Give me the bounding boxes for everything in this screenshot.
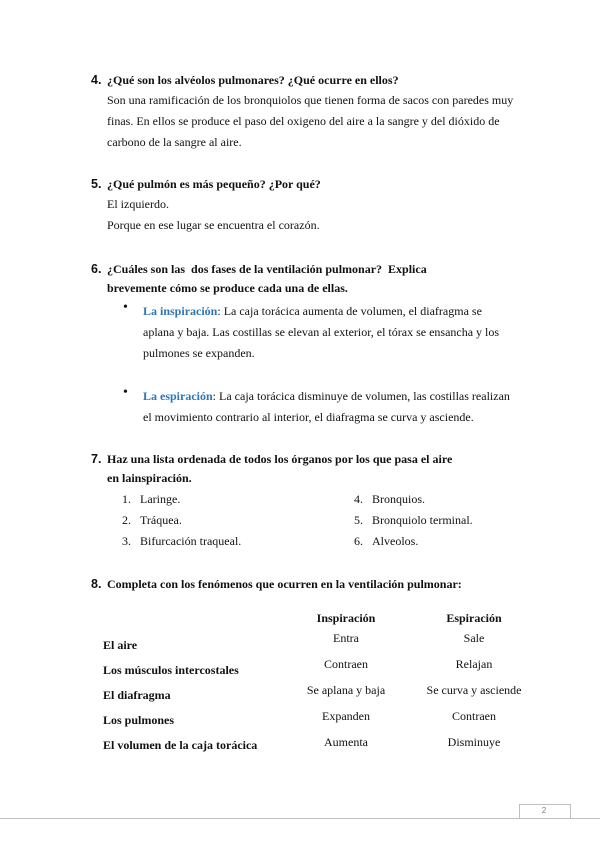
table-cell: Entra — [333, 631, 359, 645]
list-item: 6. Alveolos. — [354, 534, 419, 548]
table-row-label: El diafragma — [103, 688, 171, 702]
table-cell: Relajan — [455, 657, 493, 671]
q6-number: 6. — [91, 262, 102, 276]
table-cell: Contraen — [452, 709, 496, 723]
q6-title-line-2: brevemente cómo se produce cada una de ellas. — [107, 281, 348, 295]
bullet-icon: • — [123, 300, 128, 315]
list-item: 2. Tráquea. — [122, 513, 182, 527]
bullet-icon: • — [123, 385, 128, 400]
q6-bullet-1-line-3: pulmones se expanden. — [143, 346, 255, 360]
inspiration-sep: : — [217, 304, 221, 318]
q5-number: 5. — [91, 177, 102, 191]
expiration-sep: : — [212, 389, 217, 403]
q4-answer-line-1: Son una ramificación de los bronquiolos que tienen forma de sacos con paredes muy — [107, 93, 514, 107]
footer-divider — [0, 818, 600, 819]
q6-bullet-2-line-2: el movimiento contrario al interior, el diafragma se curva y asciende. — [143, 410, 474, 424]
page-number: 2 — [541, 806, 547, 815]
q4-title: ¿Qué son los alvéolos pulmonares? ¿Qué ocurre en ellos? — [107, 73, 399, 87]
table-row-label: El aire — [103, 638, 138, 652]
expiration-text-1: La caja torácica disminuye de volumen, las costillas realizan — [219, 389, 510, 403]
table-cell: Disminuye — [447, 735, 501, 749]
list-item: 5. Bronquiolo terminal. — [354, 513, 473, 527]
q5-title: ¿Qué pulmón es más pequeño? ¿Por qué? — [107, 177, 321, 191]
q7-title-line-1: Haz una lista ordenada de todos los órganos por los que pasa el aire — [107, 452, 453, 466]
q6-bullet-1-line-1 — [143, 301, 515, 323]
table-cell: Expanden — [322, 709, 370, 723]
list-item: 4. Bronquios. — [354, 492, 426, 506]
q5-answer-line-1: El izquierdo. — [107, 197, 169, 211]
table-cell: Se aplana y baja — [306, 683, 386, 697]
list-item: 3. Bifurcación traqueal. — [122, 534, 242, 548]
table-row-label: Los pulmones — [103, 713, 175, 727]
q7-title-line-2: en lainspiración. — [107, 471, 192, 485]
expiration-label: La espiración — [143, 389, 213, 403]
table-cell: Sale — [463, 631, 485, 645]
q7-number: 7. — [91, 452, 102, 466]
table-cell: Contraen — [324, 657, 368, 671]
table-row-label: Los músculos intercostales — [103, 663, 239, 677]
q6-title-line-1: ¿Cuáles son las dos fases de la ventilación pulmonar? Explica — [107, 262, 427, 276]
table-row-label: El volumen de la caja torácica — [103, 738, 258, 752]
col-header-inspiration: Inspiración — [316, 611, 376, 625]
inspiration-text-1: La caja torácica aumenta de volumen, el diafragma se — [223, 304, 482, 318]
q6-bullet-1-line-2: aplana y baja. Las costillas se elevan al exterior, el tórax se ensancha y los — [143, 325, 500, 339]
list-item: 1. Laringe. — [122, 492, 181, 506]
table-cell: Se curva y asciende — [426, 683, 522, 697]
col-header-espiration: Espiración — [446, 611, 502, 625]
q4-answer-line-2: finas. En ellos se produce el paso del oxigeno del aire a la sangre y del dióxido de — [107, 114, 500, 128]
q8-number: 8. — [91, 577, 102, 591]
q6-bullet-2-line-1 — [143, 386, 518, 408]
q4-number: 4. — [91, 73, 102, 87]
q5-answer-line-2: Porque en ese lugar se encuentra el corazón. — [107, 218, 320, 232]
q8-title: Completa con los fenómenos que ocurren en la ventilación pulmonar: — [107, 577, 462, 591]
table-cell: Aumenta — [324, 735, 368, 749]
q4-answer-line-3: carbono de la sangre al aire. — [107, 135, 242, 149]
inspiration-label: La inspiración — [143, 304, 218, 318]
